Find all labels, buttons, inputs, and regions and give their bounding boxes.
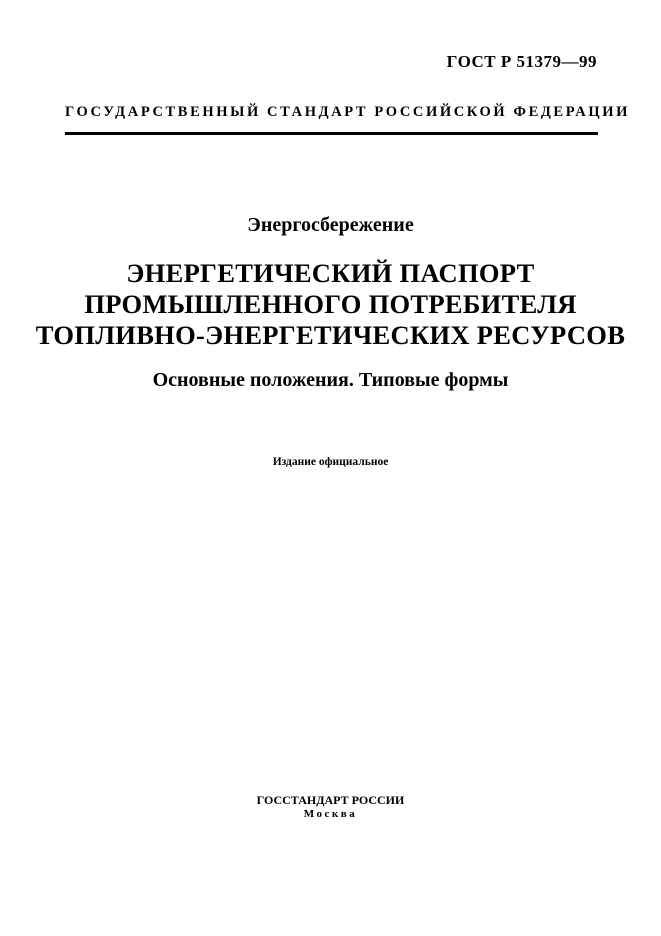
state-standard-heading: ГОСУДАРСТВЕННЫЙ СТАНДАРТ РОССИЙСКОЙ ФЕДЕРАЦИИ bbox=[65, 104, 631, 120]
header-divider bbox=[65, 132, 598, 135]
publisher-city: Москва bbox=[303, 808, 358, 820]
document-subject: Энергосбережение bbox=[247, 214, 414, 236]
publisher-name: ГОССТАНДАРТ РОССИИ bbox=[256, 793, 405, 807]
title-line: ТОПЛИВНО-ЭНЕРГЕТИЧЕСКИХ РЕСУРСОВ bbox=[35, 320, 626, 350]
title-line: ЭНЕРГЕТИЧЕСКИЙ ПАСПОРТ bbox=[126, 258, 535, 288]
document-subtitle: Основные положения. Типовые формы bbox=[152, 369, 509, 391]
title-line: ПРОМЫШЛЕННОГО ПОТРЕБИТЕЛЯ bbox=[84, 289, 577, 319]
document-number: ГОСТ Р 51379—99 bbox=[446, 52, 597, 71]
document-title bbox=[0, 258, 661, 351]
edition-note: Издание официальное bbox=[272, 456, 389, 468]
